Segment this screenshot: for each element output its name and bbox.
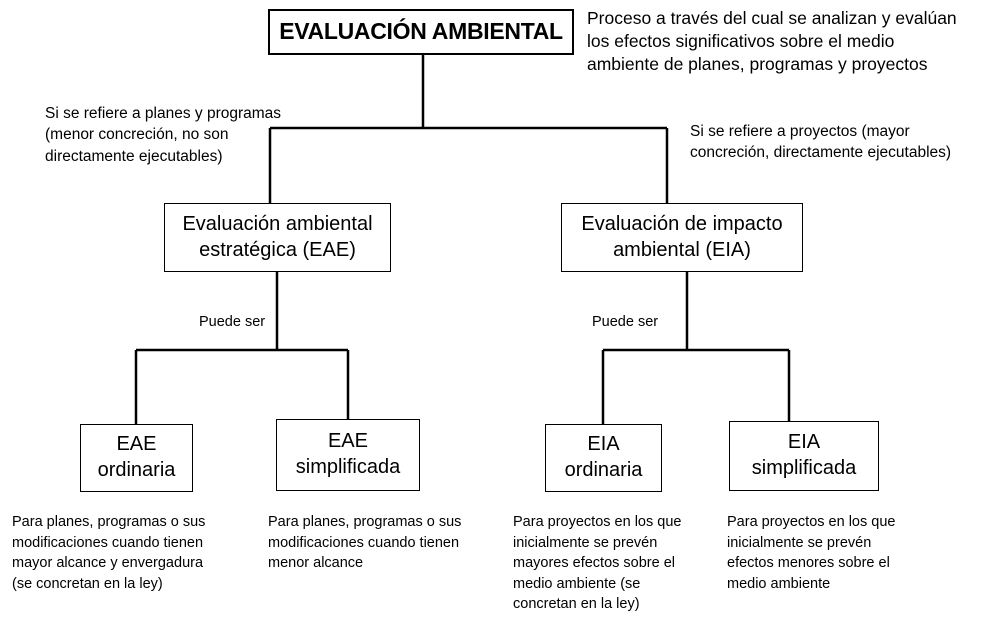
eia-ordinaria-line: EIA <box>587 433 620 456</box>
desc-line: medio ambiente (se <box>513 575 641 592</box>
eia-ordinaria-line: ordinaria <box>564 459 643 481</box>
eae-box <box>164 203 391 272</box>
desc-line: modificaciones cuando tienen <box>268 534 460 551</box>
desc-line: concretan en la ley) <box>513 596 640 613</box>
root-definition-line: los efectos significativos sobre el medio <box>587 30 895 51</box>
left-connector-label: Puede ser <box>199 314 266 330</box>
eia-box-line: ambiental (EIA) <box>613 238 751 261</box>
desc-line: menor alcance <box>268 555 364 572</box>
desc-line: medio ambiente <box>727 575 831 592</box>
desc-line: Para planes, programas o sus <box>12 514 206 530</box>
root-title: EVALUACIÓN AMBIENTAL <box>279 18 563 45</box>
eia-box-line: Evaluación de impacto <box>581 212 783 235</box>
eae-ordinaria-line: EAE <box>116 433 157 456</box>
eia-ordinaria-box <box>545 424 662 492</box>
left-condition <box>45 103 281 167</box>
desc-line: mayores efectos sobre el <box>513 555 675 572</box>
eia-simplificada-box <box>729 421 879 491</box>
eae-ordinaria-line: ordinaria <box>97 459 176 481</box>
root-box <box>268 9 574 55</box>
right-condition <box>690 121 951 164</box>
desc-line: modificaciones cuando tienen <box>12 534 204 551</box>
desc-line: mayor alcance y envergadura <box>12 555 204 572</box>
right-connector-label: Puede ser <box>592 314 659 330</box>
left-condition-line: (menor concreción, no son <box>45 126 229 144</box>
desc-line: inicialmente se prevén <box>727 534 872 551</box>
eae-simplificada-box <box>276 419 420 491</box>
root-definition <box>587 7 957 75</box>
left-condition-line: Si se refiere a planes y programas <box>45 105 282 122</box>
desc-line: Para proyectos en los que <box>513 514 682 530</box>
eia-simplificada-line: EIA <box>787 431 821 454</box>
eae-ordinaria-desc <box>12 512 205 594</box>
desc-line: Para planes, programas o sus <box>268 514 462 530</box>
root-definition-line: ambiente de planes, programas y proyectos <box>587 53 928 74</box>
root-definition-line: Proceso a través del cual se analizan y evalúan <box>587 8 957 28</box>
eae-ordinaria-box <box>80 424 193 492</box>
eae-simplificada-line: simplificada <box>295 456 401 478</box>
desc-line: (se concretan en la ley) <box>12 575 163 592</box>
eia-simplificada-desc <box>727 512 895 594</box>
eae-simplificada-line: EAE <box>327 430 368 453</box>
left-condition-line: directamente ejecutables) <box>45 147 223 165</box>
desc-line: Para proyectos en los que <box>727 514 896 530</box>
desc-line: inicialmente se prevén <box>513 534 658 551</box>
eia-simplificada-line: simplificada <box>751 457 857 479</box>
eae-simplificada-desc <box>268 512 461 574</box>
eia-box <box>561 203 803 272</box>
right-condition-line: Si se refiere a proyectos (mayor <box>690 123 910 140</box>
eae-box-line: Evaluación ambiental <box>182 212 373 235</box>
right-condition-line: concreción, directamente ejecutables) <box>690 144 952 162</box>
eae-box-line: estratégica (EAE) <box>199 238 356 261</box>
eia-ordinaria-desc <box>513 512 681 615</box>
desc-line: efectos menores sobre el <box>727 555 890 572</box>
